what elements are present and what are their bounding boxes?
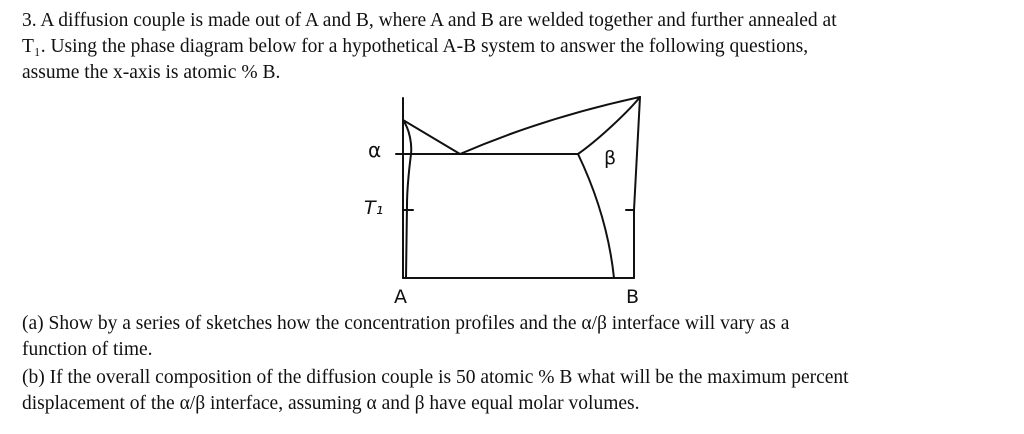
question-part-b: [22, 365, 849, 417]
intro-line-3: assume the x-axis is atomic % B.: [22, 62, 281, 83]
x-label-a: A: [394, 286, 407, 308]
beta-solvus: [578, 154, 614, 278]
alpha-solvus: [406, 154, 411, 278]
t1-label: T₁: [364, 197, 384, 219]
x-label-b: B: [626, 286, 640, 308]
beta-solidus: [578, 97, 640, 154]
intro-line-1: 3. A diffusion couple is made out of A and B, where A and B are welded together and further annealed at: [22, 10, 837, 31]
intro-line-2: T₁. Using the phase diagram below for a hypothetical A-B system to answer the following questions,: [22, 36, 809, 57]
part-a-line-2: function of time.: [22, 339, 153, 360]
alpha-label: α: [368, 138, 382, 162]
part-b-line-2: displacement of the α/β interface, assuming α and β have equal molar volumes.: [22, 393, 640, 414]
axis-right-upper: [634, 97, 640, 210]
part-b-line-1: (b) If the overall composition of the diffusion couple is 50 atomic % B what will be the maximum percent: [22, 367, 849, 388]
question-part-a: [22, 311, 789, 363]
beta-label: β: [604, 147, 617, 169]
part-a-line-1: (a) Show by a series of sketches how the concentration profiles and the α/β interface will vary as a: [22, 313, 790, 334]
